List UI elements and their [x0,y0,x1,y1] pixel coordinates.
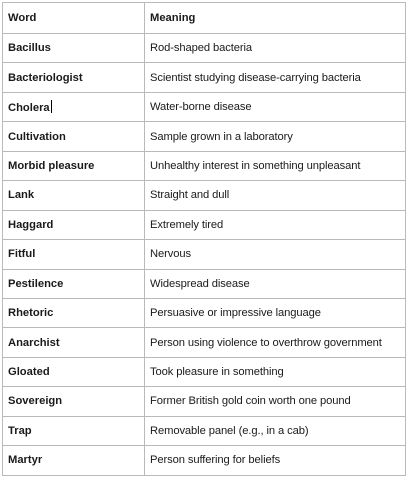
word-cell[interactable]: Trap [3,416,145,445]
word-cell[interactable]: Lank [3,181,145,210]
meaning-cell[interactable]: Former British gold coin worth one pound [145,387,406,416]
word-cell[interactable]: Bacillus [3,34,145,63]
meaning-cell[interactable]: Took pleasure in something [145,357,406,386]
table-row [3,416,406,445]
word-cell[interactable]: Bacteriologist [3,63,145,92]
meaning-cell[interactable]: Person suffering for beliefs [145,446,406,475]
word-cell[interactable]: Gloated [3,357,145,386]
word-cell[interactable]: Martyr [3,446,145,475]
word-cell[interactable]: Haggard [3,210,145,239]
table-row [3,328,406,357]
table-row [3,34,406,63]
table-row [3,240,406,269]
table-row [3,357,406,386]
table-header-row [3,3,406,34]
meaning-cell[interactable]: Rod-shaped bacteria [145,34,406,63]
meaning-cell[interactable]: Person using violence to overthrow government [145,328,406,357]
meaning-cell[interactable]: Persuasive or impressive language [145,298,406,327]
table-row [3,210,406,239]
text-cursor [51,100,52,113]
meaning-cell[interactable]: Water-borne disease [145,92,406,121]
meaning-cell[interactable]: Widespread disease [145,269,406,298]
table-row [3,151,406,180]
word-cell[interactable]: Cultivation [3,122,145,151]
table-row [3,63,406,92]
table-row [3,298,406,327]
meaning-cell[interactable]: Removable panel (e.g., in a cab) [145,416,406,445]
meaning-cell[interactable]: Unhealthy interest in something unpleasant [145,151,406,180]
meaning-cell[interactable]: Nervous [145,240,406,269]
vocabulary-table [2,2,406,476]
table-row [3,269,406,298]
word-text: Cholera [8,102,50,115]
word-cell[interactable]: Anarchist [3,328,145,357]
meaning-cell[interactable]: Extremely tired [145,210,406,239]
word-cell-active[interactable] [3,92,145,121]
meaning-cell[interactable]: Scientist studying disease-carrying bacteria [145,63,406,92]
table-row [3,387,406,416]
word-cell[interactable]: Pestilence [3,269,145,298]
table-row [3,446,406,475]
meaning-cell[interactable]: Sample grown in a laboratory [145,122,406,151]
column-header-word: Word [3,3,145,34]
word-cell[interactable]: Fitful [3,240,145,269]
word-cell[interactable]: Sovereign [3,387,145,416]
meaning-cell[interactable]: Straight and dull [145,181,406,210]
table-row [3,122,406,151]
word-cell[interactable]: Rhetoric [3,298,145,327]
table-row [3,181,406,210]
table-row [3,92,406,121]
column-header-meaning: Meaning [145,3,406,34]
word-cell[interactable]: Morbid pleasure [3,151,145,180]
